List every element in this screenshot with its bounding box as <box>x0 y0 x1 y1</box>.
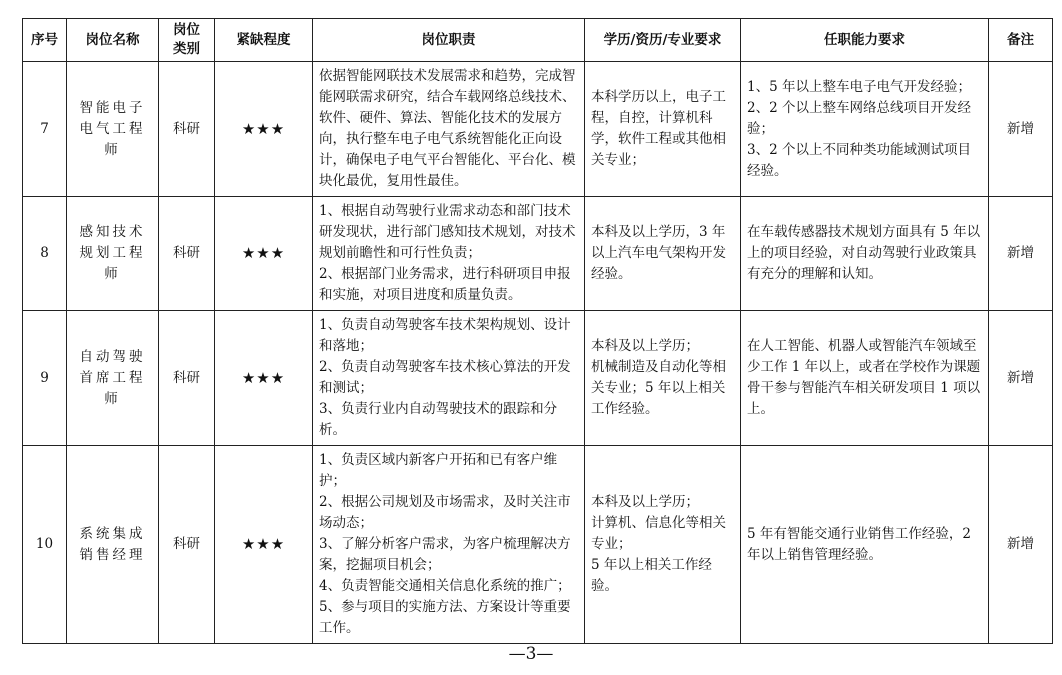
row-duties <box>313 446 585 644</box>
row-no: 8 <box>23 197 67 311</box>
table-row <box>23 62 1053 197</box>
header-title: 岗位名称 <box>67 19 159 62</box>
education-line: 机械制造及自动化等相关专业；5 年以上相关工作经验。 <box>591 359 726 417</box>
education-line: 5 年以上相关工作经验。 <box>591 557 712 594</box>
row-category: 科研 <box>159 197 215 311</box>
duty-line: 2、根据公司规划及市场需求，及时关注市场动态； <box>319 494 571 531</box>
education-line: 计算机、信息化等相关专业； <box>591 515 726 552</box>
header-duties: 岗位职责 <box>313 19 585 62</box>
duty-line: 1、根据自动驾驶行业需求动态和部门技术研发现状，进行部门感知技术规划，对技术规划前瞻性和可行性负责； <box>319 203 576 261</box>
education-line: 本科学历以上，电子工程，自控，计算机科学，软件工程或其他相关专业； <box>591 89 726 168</box>
row-category: 科研 <box>159 446 215 644</box>
row-ability <box>741 446 989 644</box>
row-category: 科研 <box>159 311 215 446</box>
row-education <box>585 446 741 644</box>
row-urgency-stars: ★★★ <box>215 446 313 644</box>
row-urgency-stars: ★★★ <box>215 197 313 311</box>
ability-line: 5 年有智能交通行业销售工作经验，2 年以上销售管理经验。 <box>747 525 971 563</box>
header-remark: 备注 <box>989 19 1053 62</box>
header-urgency: 紧缺程度 <box>215 19 313 62</box>
header-no: 序号 <box>23 19 67 62</box>
row-category: 科研 <box>159 62 215 197</box>
duty-line: 4、负责智能交通相关信息化系统的推广； <box>319 578 571 594</box>
education-line: 本科及以上学历，3 年以上汽车电气架构开发经验。 <box>591 224 726 282</box>
education-line: 本科及以上学历； <box>591 338 699 354</box>
row-no: 9 <box>23 311 67 446</box>
row-urgency-stars: ★★★ <box>215 311 313 446</box>
job-requirements-table <box>22 18 1053 644</box>
row-title: 自动驾驶首席工程师 <box>67 311 159 446</box>
row-remark: 新增 <box>989 446 1053 644</box>
duty-line: 1、负责自动驾驶客车技术架构规划、设计和落地； <box>319 317 571 354</box>
table-header-row <box>23 19 1053 62</box>
row-remark: 新增 <box>989 311 1053 446</box>
row-urgency-stars: ★★★ <box>215 62 313 197</box>
table-row <box>23 311 1053 446</box>
duty-line: 依据智能网联技术发展需求和趋势，完成智能网联需求研究，结合车载网络总线技术、软件、硬件、算法、智能化技术的发展方向，执行整车电子电气系统智能化正向设计，确保电子电气平台智能化、平台化、模块化最优，复用性最佳。 <box>319 68 576 189</box>
row-no: 7 <box>23 62 67 197</box>
row-education <box>585 197 741 311</box>
row-remark: 新增 <box>989 197 1053 311</box>
table-row <box>23 446 1053 644</box>
row-duties <box>313 311 585 446</box>
row-title: 智能电子电气工程师 <box>67 62 159 197</box>
education-line: 本科及以上学历； <box>591 494 699 510</box>
duty-line: 2、根据部门业务需求，进行科研项目申报和实施，对项目进度和质量负责。 <box>319 266 571 303</box>
ability-line: 在车载传感器技术规划方面具有 5 年以上的项目经验，对自动驾驶行业政策具有充分的理解和认知。 <box>747 224 981 282</box>
ability-line: 3、2 个以上不同种类功能域测试项目经验。 <box>747 141 971 179</box>
row-education <box>585 62 741 197</box>
ability-line: 2、2 个以上整车网络总线项目开发经验； <box>747 99 971 137</box>
row-title: 感知技术规划工程师 <box>67 197 159 311</box>
ability-line: 1、5 年以上整车电子电气开发经验； <box>747 78 971 95</box>
row-remark: 新增 <box>989 62 1053 197</box>
duty-line: 5、参与项目的实施方法、方案设计等重要工作。 <box>319 599 571 636</box>
duty-line: 3、了解分析客户需求，为客户梳理解决方案，挖掘项目机会； <box>319 536 571 573</box>
row-duties <box>313 62 585 197</box>
row-no: 10 <box>23 446 67 644</box>
page-number: —3— <box>508 644 554 664</box>
ability-line: 在人工智能、机器人或智能汽车领域至少工作 1 年以上，或者在学校作为课题骨干参与智能汽车相关研发项目 1 项以上。 <box>747 338 981 417</box>
row-title: 系统集成销售经理 <box>67 446 159 644</box>
header-category: 岗位 类别 <box>159 19 215 62</box>
row-duties <box>313 197 585 311</box>
duty-line: 3、负责行业内自动驾驶技术的跟踪和分析。 <box>319 401 558 438</box>
header-education: 学历/资历/专业要求 <box>585 19 741 62</box>
row-ability <box>741 197 989 311</box>
duty-line: 2、负责自动驾驶客车技术核心算法的开发和测试； <box>319 359 571 396</box>
row-ability <box>741 311 989 446</box>
header-ability: 任职能力要求 <box>741 19 989 62</box>
row-ability <box>741 62 989 197</box>
table-row <box>23 197 1053 311</box>
duty-line: 1、负责区域内新客户开拓和已有客户维护； <box>319 452 558 489</box>
row-education <box>585 311 741 446</box>
